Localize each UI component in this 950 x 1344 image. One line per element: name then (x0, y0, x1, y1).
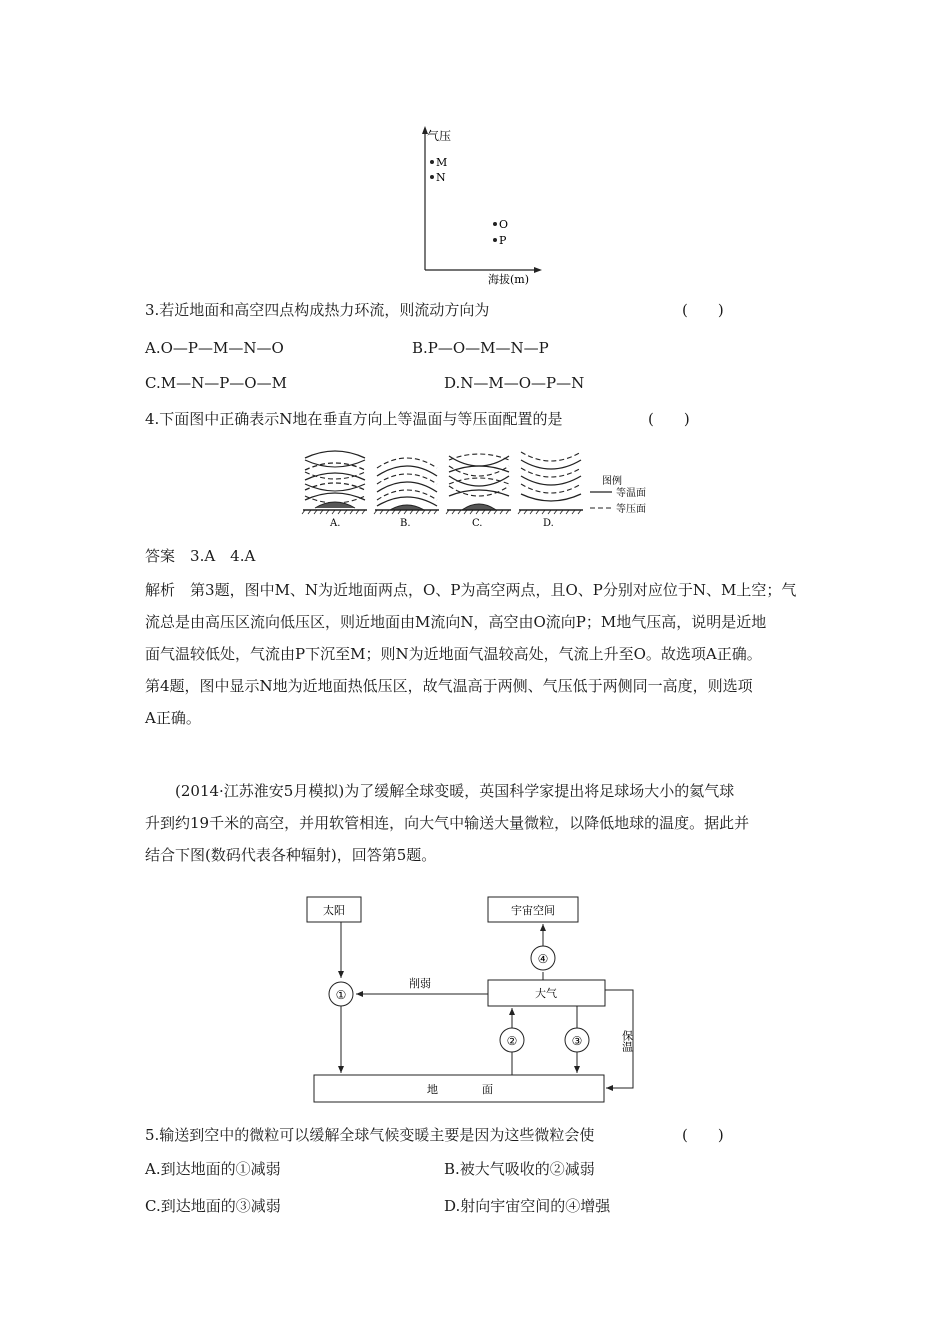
legend-solid-label: 等温面 (616, 488, 646, 499)
panel-d (518, 452, 583, 514)
point-p-label: P (499, 234, 507, 247)
q5-paren: ( ) (682, 1126, 724, 1144)
x-axis-arrow (534, 267, 542, 273)
intro-line-1: (2014·江苏淮安5月模拟)为了缓解全球变暖，英国科学家提出将足球场大小的氦气球 (175, 782, 735, 800)
pressure-altitude-figure (400, 122, 550, 292)
answer-text: 3.A 4.A (190, 547, 256, 565)
analysis-block (145, 574, 810, 734)
panel-b (374, 458, 439, 514)
y-axis-label: 气压 (427, 129, 452, 143)
legend-title: 图例 (602, 476, 622, 487)
sun-label: 太阳 (323, 904, 345, 917)
radiation-diagram (300, 888, 650, 1108)
ground-label: 地 面 (427, 1083, 493, 1096)
point-p-dot (493, 238, 497, 242)
intro-line-3: 结合下图(数码代表各种辐射)，回答第5题。 (145, 846, 437, 864)
analysis-label: 解析 (145, 581, 176, 599)
radiation-3-label: ③ (571, 1034, 583, 1048)
panel-c-label: C. (472, 518, 483, 529)
q3-option-d: D.N—M—O—P—N (444, 374, 585, 392)
q3-option-b: B.P—O—M—N—P (412, 339, 549, 357)
point-m-dot (430, 160, 434, 164)
point-o-dot (493, 222, 497, 226)
radiation-2-label: ② (506, 1034, 518, 1048)
panel-c (446, 454, 511, 514)
isotherm-isobar-figure (300, 446, 660, 532)
q5-stem: 5.输送到空中的微粒可以缓解全球气候变暖主要是因为这些微粒会使 (145, 1126, 595, 1144)
legend-dashed-label: 等压面 (616, 504, 646, 515)
point-o-label: O (499, 218, 509, 231)
q5-option-a: A.到达地面的①减弱 (145, 1160, 281, 1178)
x-axis-label: 海拔(m) (488, 273, 530, 286)
point-m-label: M (436, 156, 448, 169)
radiation-1-label: ① (335, 988, 347, 1002)
analysis-line-3: 面气温较低处，气流由P下沉至M；则N为近地面气温较高处，气流上升至O。故选项A正确。 (145, 645, 762, 663)
panel-d-label: D. (543, 518, 554, 529)
q3-paren: ( ) (682, 301, 724, 319)
q5-option-c: C.到达地面的③减弱 (145, 1197, 281, 1215)
intro-block (145, 775, 810, 871)
q4-stem: 4.下面图中正确表示N地在垂直方向上等温面与等压面配置的是 (145, 410, 563, 428)
panel-a-label: A. (330, 518, 341, 529)
q4-paren: ( ) (648, 410, 690, 428)
intro-line-2: 升到约19千米的高空，并用软管相连，向大气中输送大量微粒，以降低地球的温度。据此并 (145, 814, 750, 832)
analysis-line-4: 第4题，图中显示N地为近地面热低压区，故气温高于两侧、气压低于两侧同一高度，则选项 (145, 677, 753, 695)
analysis-line-1: 解析 第3题，图中M、N为近地面两点，O、P为高空两点，且O、P分别对应位于N、M上空；气 (145, 581, 797, 599)
analysis-line-2: 流总是由高压区流向低压区，则近地面由M流向N，高空由O流向P；M地气压高，说明是近地 (145, 613, 767, 631)
q3-option-c: C.M—N—P—O—M (145, 374, 287, 392)
radiation-4-label: ④ (537, 952, 549, 966)
atmosphere-label: 大气 (535, 987, 557, 1000)
answer-label: 答案 (145, 547, 176, 565)
panel-a (302, 451, 367, 514)
space-label: 宇宙空间 (511, 904, 555, 917)
panel-b-label: B. (400, 518, 411, 529)
q5-option-b: B.被大气吸收的②减弱 (444, 1160, 595, 1178)
q3-option-a: A.O—P—M—N—O (145, 339, 284, 357)
q3-stem: 3.若近地面和高空四点构成热力环流，则流动方向为 (145, 301, 490, 319)
weaken-label: 削弱 (409, 977, 431, 990)
analysis-line-5: A正确。 (145, 709, 201, 727)
q5-option-d: D.射向宇宙空间的④增强 (444, 1197, 611, 1215)
keep-warm-label: 保温 (620, 1030, 634, 1052)
answer-line (145, 546, 255, 566)
point-n-dot (430, 175, 434, 179)
point-n-label: N (436, 171, 446, 184)
